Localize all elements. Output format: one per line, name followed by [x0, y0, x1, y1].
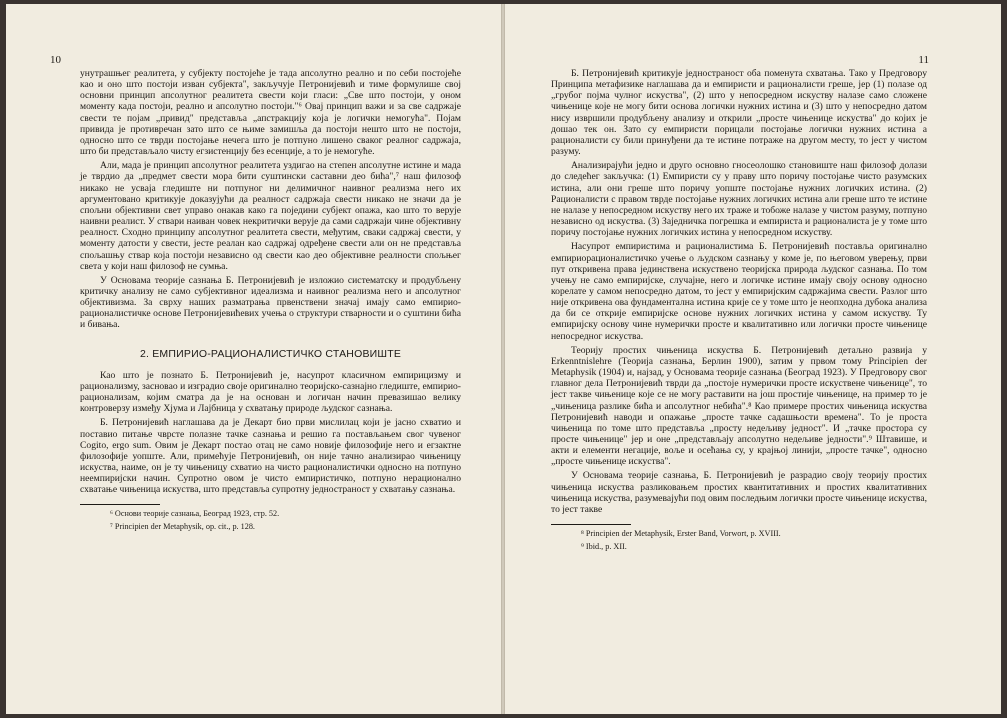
- paragraph: Као што је познато Б. Петронијевић је, насупрот класичном емпирицизму и рационализму, засновао и изградио своје оригинално теоријско-сазнајно гледиште, емпирио-рационализам, којим сматра да је на основан и логичан начин превазишао велику контроверзу између Хјума и Лајбница у схватању природе људског сазнања.: [80, 369, 461, 415]
- section-heading: 2. ЕМПИРИО-РАЦИОНАЛИСТИЧКО СТАНОВИШТЕ: [139, 347, 402, 360]
- paragraph: Насупрот емпиристима и рационалистима Б. Петронијевић поставља оригинално емпириорационалистичко учење о људском сазнању у коме је, по његовом уверењу, први пут откривена права јединствена искуствено теоријска природа људског сазнања. По том учењу не само емпиријске, случајне, него и логичке истине имају своју основу односно корелате у самом непосредно датом, то јест у емпиријским садржајима свести. Разлог што није откривена ова фундаментална истина крије се у томе што је неопходна дубока анализа да би се открије емпиријске основе нужних логичких истина у самом искуству. Ту емпиријску основу чине нумерички просте и квалитативно или логички просте чињенице непосредног искуства.: [551, 241, 927, 342]
- paragraph: У Основама теорије сазнања, Б. Петронијевић је разрадио своју теорију простих чињеница искуства разликовањем простих квантитативних и простих квалитативних чињеница искуства, разумевајући под овим последњим логички просте чињенице искуства, то јест такве: [551, 470, 927, 515]
- right-page-body: [551, 68, 927, 552]
- footnote-divider: [80, 504, 160, 505]
- page-number-left: 10: [50, 54, 61, 66]
- paragraph: У Основама теорије сазнања Б. Петронијевић је изложио систематску и продубљену критичку анализу не само субјективног идеализма и наивног реализма него и апсолутног објективизма. За сврху наших разматрања првенствени значај имају само емпирио-рационалистичке основе Петронијевићевих учења о структури стварности и о суштини бића и бивања.: [80, 274, 461, 331]
- footnote: ⁷ Principien der Metaphysik, op. cit., p. 128.: [110, 522, 255, 532]
- paragraph: Б. Петронијевић критикује једностраност оба поменута схватања. Тако у Предговору Принципа метафизике наглашава да и емпиристи и рационалисти греше, јер (1) полазе од „грубог појма чулног искуства", (2) што у непосредном искуству налазе само сложене чињенице које не могу бити основа логички нужних истина и (3) што у непосредно датом нису извршили продубљену анализу и открили „просте чињенице искуства" до којих је дошао тек он. Зато су емпиристи порицали постојање логички нужних истина а рационалисти су били принуђени да те истине потраже на другом месту, то јест у чистом разуму.: [551, 68, 927, 158]
- footnote-divider: [551, 524, 631, 525]
- footnote: ⁹ Ibid., p. XII.: [581, 542, 627, 552]
- footnote: ⁸ Principien der Metaphysik, Erster Band, Vorwort, p. XVIII.: [581, 529, 781, 539]
- paragraph: Али, мада је принцип апсолутног реалитета уздигао на степен апсолутне истине и мада је тврдио да „предмет свести мора бити суштински саставни део бића",⁷ наш филозоф никако не усваја гледиште ни потпуног ни делимичног наивног реализма него их аргументовано критикује доказујући да реалност садржаја свести никако не значи да је спољни објективни свет управо онакав како га поједини субјект опажа, као што то верује наивни реалист. У ствари наиван човек некритички верује да сами садржаји чине објективну реалност. Сходно принципу апсолутног реалитета свести, међутим, сваки садржај свести, у моменту датости у свести, јесте реалан као садржај одређене свести али он не представља спољашњу ствар која постоји независно од свести као део објективне реалности спољњег света у који наш филозоф не сумња.: [80, 160, 461, 272]
- right-page: [505, 4, 1001, 714]
- paragraph: унутрашњег реалитета, у субјекту постојеће је тада апсолутно реално и по себи постојеће као и оно што постоји изван субјекта", закључује Петронијевић и тиме формулише свој основни принцип апсолутног реалитета свести који гласи: „Све што постоји, у оном моменту када постоји, реално и апсолутно постоји."⁶ Овај принцип важи и за све садржаје свести те појам „привид" представља „апстракцију која је логички немогућа". Појам привида је противречан зато што се њиме замишља да постоји нешто што не постоји, односно што се тврди постојање нечега што је потпуно лишено сваког реалног садржаја, што би представљало чисту егзистенцију без есенције, а то је немогуће.: [80, 68, 461, 158]
- left-page: [6, 4, 501, 714]
- paragraph: Анализирајући једно и друго основно гносеолошко становиште наш филозоф долази до следећег закључка: (1) Емпиристи су у праву што поричу постојање чисто разумских истина, али они греше што поричу уопште постојање нужних логичких истина. (2) Рационалисти с правом тврде постојање нужних логичких истина али греше што те истине не налазе у непосредном искуству него их траже и тобоже налазе у чистом разуму, потпуно независно од искуства. (3) Заједничка погрешка и емпириста и рационалиста је у томе што поричу постојање нужних логичких истина у непосредном искуству.: [551, 160, 927, 239]
- page-number-right: 11: [918, 54, 929, 66]
- paragraph: Теорију простих чињеница искуства Б. Петронијевић детаљно развија у Erkenntnislehre (Теорија сазнања, Берлин 1900), затим у првом тому Principien der Metaphysik (1904) и, најзад, у Основама теорије сазнања (Београд 1923). У Предговору свог главног дела Петронијевић тврди да „постоје нумерички просте искуствене чињенице", то јест такве чињенице које се не могу раставити на још простије чињенице, на пример то је „чињеница разлике бића и апсолутног небића".⁸ Као примере простих чињеница искуства Петронијевић наводи и опажање „просте тачке садашњости времена". То је проста чињеница по томе што представља „просту недељиву једност". И „тачке простора су просте чињенице" јер и оне „представљају апсолутно недељиве једности".⁹ Штавише, и акти и елементи негације, воље и осећања су, у крајњој линији, „просте тачке", односно „просте чињенице искуства".: [551, 344, 927, 468]
- footnote: ⁶ Основи теорије сазнања, Београд 1923, стр. 52.: [110, 509, 280, 519]
- left-page-body: [80, 68, 461, 532]
- paragraph: Б. Петронијевић наглашава да је Декарт био први мислилац који је јасно схватио и поставио питање чврсте полазне тачке сазнања и решио га постављањем свог чувеног Cogito, ergo sum. Овим је Декарт постао отац не само новије филозофије него и егзактне филозофије уопште. Али, примећује Петронијевић, он није тачно анализирао чињеницу искуства, наиме, он је ту чињеницу схватио на чисто рационалистички односно на потпуно неемпиријски начин. Супротно овом је чисто емпиристичко, потпуно нерационално схватање чињеница искуства, што представља супротну једностраност у схватању сазнања.: [80, 417, 461, 496]
